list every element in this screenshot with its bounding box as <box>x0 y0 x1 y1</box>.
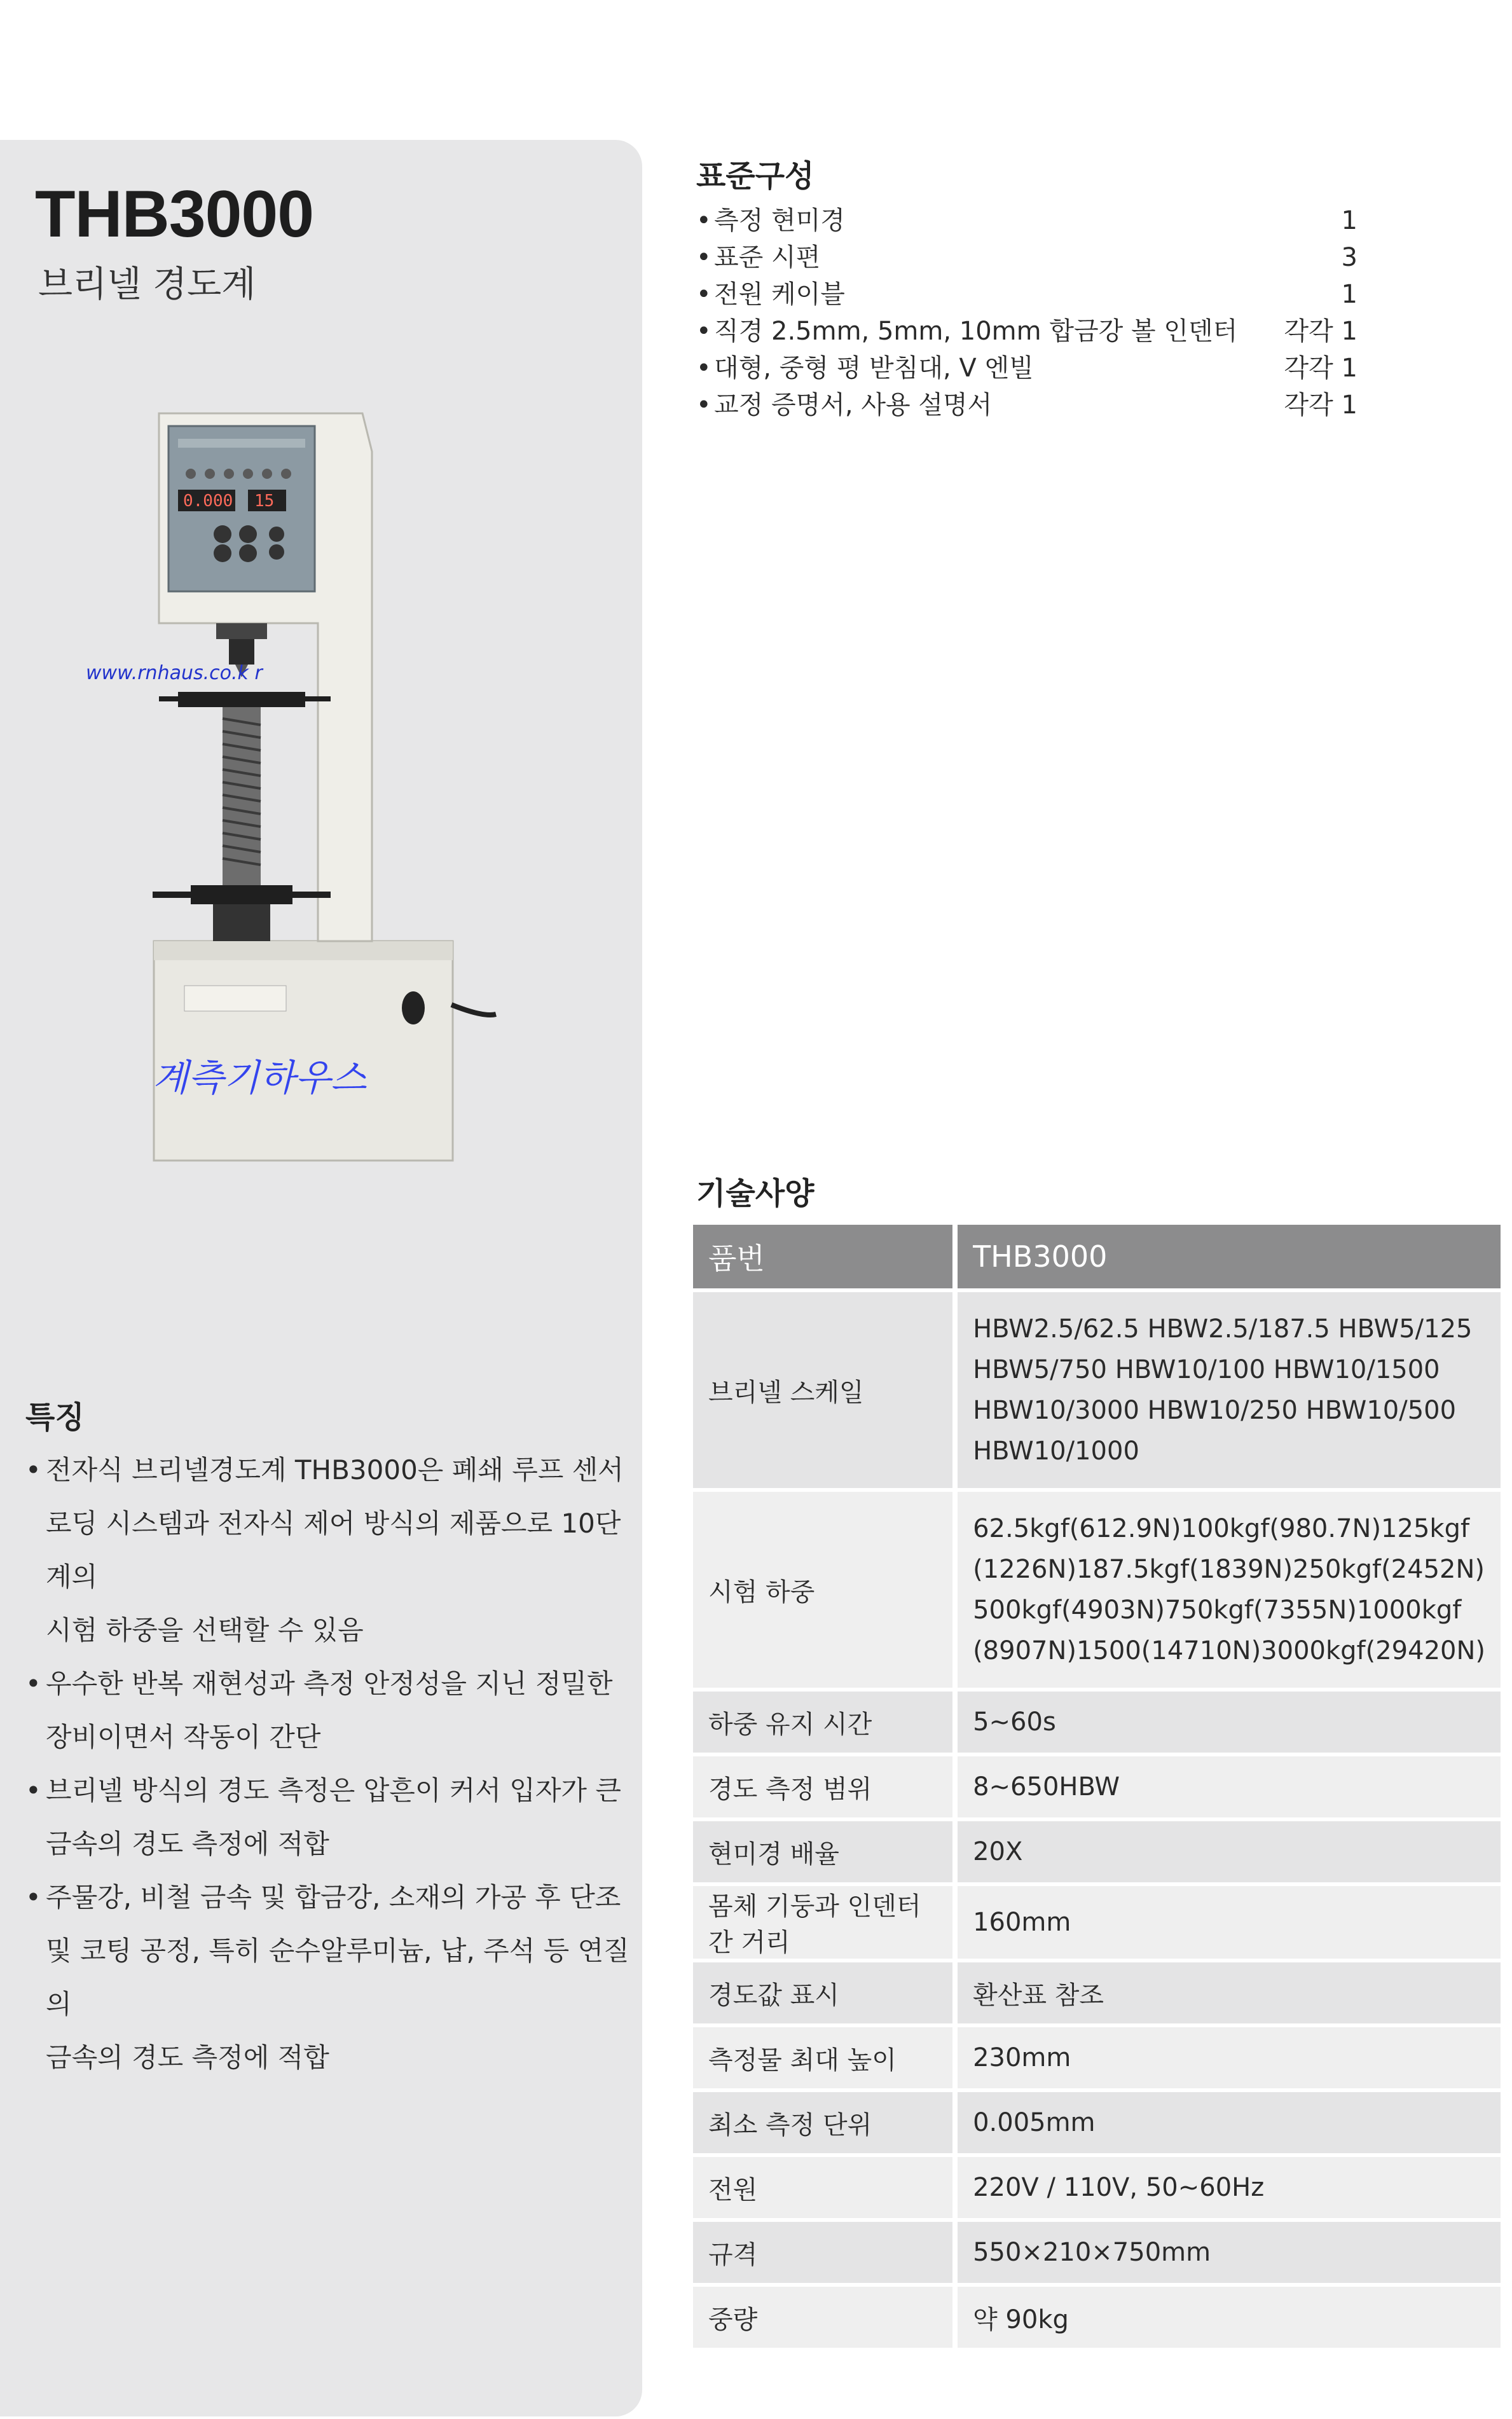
spec-value-line: 230mm <box>973 2043 1071 2072</box>
spec-value-line: 5~60s <box>973 1707 1056 1737</box>
standard-item-name: 전원 케이블 <box>714 280 845 309</box>
standard-item-qty: 3 <box>1341 243 1357 272</box>
specs-header-row <box>693 1225 1501 1288</box>
spec-row <box>693 1886 1501 1959</box>
standard-item-qty: 각각 1 <box>1284 354 1357 383</box>
spec-value <box>958 2222 1501 2283</box>
feature-text: 우수한 반복 재현성과 측정 안정성을 지닌 정밀한 <box>46 1668 613 1699</box>
spec-value <box>958 1292 1501 1488</box>
spec-label: 규격 <box>693 2222 958 2283</box>
spec-value <box>958 1821 1501 1882</box>
specs-header-label: 품번 <box>693 1225 958 1288</box>
spec-row <box>693 2027 1501 2088</box>
spec-label: 중량 <box>693 2287 958 2348</box>
spec-row <box>693 1492 1501 1688</box>
specs-body <box>693 1292 1501 2348</box>
spec-value-line: 220V / 110V, 50~60Hz <box>973 2173 1265 2202</box>
specs-header-value: THB3000 <box>958 1225 1501 1288</box>
standard-item <box>696 350 1357 387</box>
features-title: 특징 <box>25 1400 85 1435</box>
feature-line <box>25 1497 636 1604</box>
feature-text: 주물강, 비철 금속 및 합금강, 소재의 가공 후 단조 <box>46 1882 621 1913</box>
spec-value-line: 20X <box>973 1837 1023 1866</box>
spec-row <box>693 1692 1501 1753</box>
spec-value <box>958 1756 1501 1817</box>
bullet: • <box>696 354 711 383</box>
spec-value-line: HBW2.5/62.5 HBW2.5/187.5 HBW5/125 <box>973 1314 1473 1344</box>
feature-line <box>25 1711 636 1764</box>
spec-row <box>693 2222 1501 2283</box>
feature-line <box>25 1604 636 1657</box>
standard-item-name: 직경 2.5mm, 5mm, 10mm 합금강 볼 인덴터 <box>714 317 1238 346</box>
hardness-tester-image <box>86 413 496 1164</box>
spec-value-line: 환산표 참조 <box>973 1980 1104 2010</box>
spec-label: 브리넬 스케일 <box>693 1292 958 1488</box>
spec-value-line: 500kgf(4903N)750kgf(7355N)1000kgf <box>973 1595 1462 1625</box>
standard-title: 표준구성 <box>696 158 814 194</box>
spec-value-line: 160mm <box>973 1908 1071 1937</box>
bullet: • <box>696 243 711 272</box>
spec-value-line: (1226N)187.5kgf(1839N)250kgf(2452N) <box>973 1555 1485 1584</box>
feature-line <box>25 1764 636 1817</box>
standard-list <box>696 202 1357 424</box>
spec-row <box>693 2287 1501 2348</box>
standard-item-qty: 1 <box>1341 280 1357 309</box>
feature-text: 시험 하중을 선택할 수 있음 <box>46 1615 364 1646</box>
spec-value-line: 62.5kgf(612.9N)100kgf(980.7N)125kgf <box>973 1514 1470 1543</box>
feature-line <box>25 1657 636 1711</box>
spec-value-line: HBW10/1000 <box>973 1437 1139 1466</box>
spec-value <box>958 1492 1501 1688</box>
spec-label: 현미경 배율 <box>693 1821 958 1882</box>
model-subtitle: 브리넬 경도계 <box>38 264 256 305</box>
spec-label: 측정물 최대 높이 <box>693 2027 958 2088</box>
feature-line <box>25 1924 636 2031</box>
feature-text: 장비이면서 작동이 간단 <box>46 1721 321 1753</box>
spec-value-line: 8~650HBW <box>973 1772 1120 1802</box>
spec-value-line: 0.005mm <box>973 2108 1096 2137</box>
display-digits: 0.000 <box>183 492 233 511</box>
standard-item-qty: 각각 1 <box>1284 317 1357 346</box>
spec-label: 경도 측정 범위 <box>693 1756 958 1817</box>
spec-label: 전원 <box>693 2157 958 2218</box>
feature-text: 전자식 브리넬경도계 THB3000은 폐쇄 루프 센서 <box>46 1454 624 1485</box>
spec-value <box>958 2157 1501 2218</box>
spec-value-line: HBW5/750 HBW10/100 HBW10/1500 <box>973 1355 1440 1384</box>
bullet: • <box>25 1668 41 1699</box>
standard-item-name: 표준 시편 <box>714 243 821 272</box>
spec-label: 최소 측정 단위 <box>693 2092 958 2153</box>
feature-text: 금속의 경도 측정에 적합 <box>46 1828 329 1859</box>
bullet: • <box>25 1775 41 1806</box>
spec-row <box>693 2157 1501 2218</box>
spec-value <box>958 1962 1501 2023</box>
spec-value <box>958 1886 1501 1959</box>
bullet: • <box>25 1882 41 1913</box>
spec-value-line: 약 90kg <box>973 2305 1069 2334</box>
standard-item <box>696 387 1357 424</box>
spec-value-line: HBW10/3000 HBW10/250 HBW10/500 <box>973 1396 1457 1425</box>
bullet: • <box>696 390 711 420</box>
standard-item <box>696 276 1357 313</box>
feature-line <box>25 2031 636 2085</box>
standard-item-name: 대형, 중형 평 받침대, V 엔빌 <box>714 354 1034 383</box>
bullet: • <box>696 317 711 346</box>
watermark-url: www.rnhaus.co.k r <box>86 662 263 684</box>
feature-line <box>25 1444 636 1497</box>
feature-text: 로딩 시스템과 전자식 제어 방식의 제품으로 10단계의 <box>46 1508 621 1592</box>
spec-row <box>693 1756 1501 1817</box>
feature-line <box>25 1871 636 1924</box>
spec-value-line: 550×210×750mm <box>973 2238 1211 2267</box>
bullet: • <box>696 280 711 309</box>
standard-item-name: 교정 증명서, 사용 설명서 <box>714 390 993 420</box>
spec-label: 경도값 표시 <box>693 1962 958 2023</box>
features-list <box>25 1444 636 2085</box>
spec-value <box>958 2027 1501 2088</box>
standard-item <box>696 313 1357 350</box>
feature-text: 및 코팅 공정, 특히 순수알루미늄, 납, 주석 등 연질의 <box>46 1935 629 2020</box>
spec-row <box>693 1962 1501 2023</box>
specs-table <box>693 1221 1501 2352</box>
bullet: • <box>696 206 711 235</box>
model-title: THB3000 <box>35 177 314 251</box>
spec-value-line: (8907N)1500(14710N)3000kgf(29420N) <box>973 1636 1485 1665</box>
specs-title: 기술사양 <box>696 1176 814 1211</box>
watermark-text: 계측기하우스 <box>153 1056 367 1099</box>
spec-value <box>958 2092 1501 2153</box>
spec-label: 몸체 기둥과 인덴터간 거리 <box>693 1886 958 1959</box>
spec-row <box>693 2092 1501 2153</box>
spec-row <box>693 1821 1501 1882</box>
spec-label: 시험 하중 <box>693 1492 958 1688</box>
bullet: • <box>25 1454 41 1485</box>
spec-row <box>693 1292 1501 1488</box>
feature-line <box>25 1817 636 1871</box>
spec-label: 하중 유지 시간 <box>693 1692 958 1753</box>
feature-text: 금속의 경도 측정에 적합 <box>46 2042 329 2073</box>
standard-item-qty: 각각 1 <box>1284 390 1357 420</box>
standard-item-qty: 1 <box>1341 206 1357 235</box>
standard-item-name: 측정 현미경 <box>714 206 845 235</box>
spec-value <box>958 1692 1501 1753</box>
display-code: 15 <box>254 492 275 511</box>
spec-value <box>958 2287 1501 2348</box>
standard-item <box>696 202 1357 239</box>
feature-text: 브리넬 방식의 경도 측정은 압흔이 커서 입자가 큰 <box>46 1775 621 1806</box>
standard-item <box>696 239 1357 276</box>
